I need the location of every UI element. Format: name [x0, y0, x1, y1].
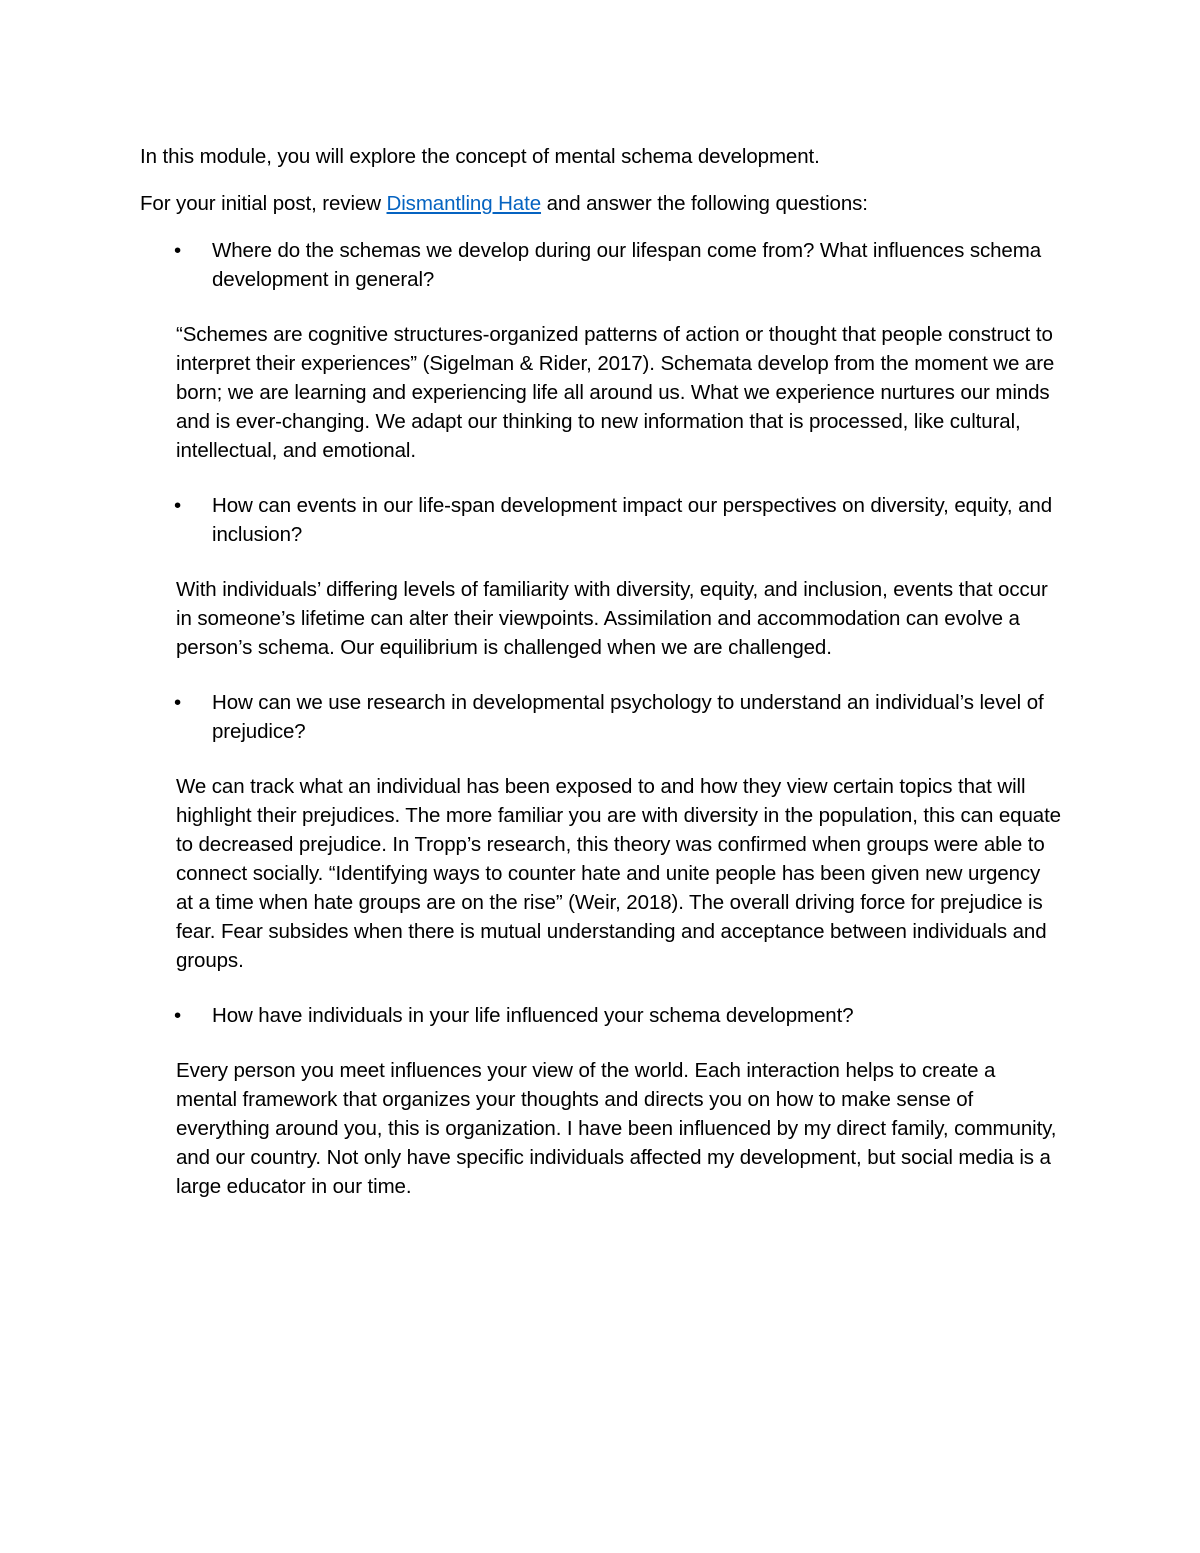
question-3 [140, 688, 1070, 746]
dismantling-hate-link[interactable]: Dismantling Hate [386, 192, 542, 215]
document-body [140, 142, 1070, 1227]
prompt-paragraph [140, 189, 1070, 218]
bullet-icon: • [174, 691, 182, 714]
prompt-text-after: and answer the following questions: [541, 192, 868, 215]
question-1-text: Where do the schemas we develop during our lifespan come from? What influences schema development in general? [212, 239, 1042, 291]
question-2-text: How can events in our life-span development impact our perspectives on diversity, equity, and inclusion? [212, 494, 1052, 546]
question-1 [140, 236, 1070, 294]
answer-2: With individuals’ differing levels of familiarity with diversity, equity, and inclusion, events that occur in someone’s lifetime can alter their viewpoints. Assimilation and accommodation can evolve a person’s schema. Our equilibrium is challenged when we are challenged. [176, 578, 1048, 659]
bullet-icon: • [174, 239, 182, 262]
bullet-icon: • [174, 494, 182, 517]
bullet-icon: • [174, 1004, 182, 1027]
prompt-text-before: For your initial post, review [140, 192, 387, 215]
answer-4: Every person you meet influences your view of the world. Each interaction helps to create a mental framework that organizes your thoughts and directs you on how to make sense of everything around you, this is organization. I have been influenced by my direct family, community, and our country. Not only have specific individuals affected my development, but social media is a large educator in our time. [176, 1059, 1057, 1198]
answer-3: We can track what an individual has been exposed to and how they view certain topics that will highlight their prejudices. The more familiar you are with diversity in the population, this can equate to decreased prejudice. In Tropp’s research, this theory was confirmed when groups were able to connect socially. “Identifying ways to counter hate and unite people has been given new urgency at a time when hate groups are on the rise” (Weir, 2018). The overall driving force for prejudice is fear. Fear subsides when there is mutual understanding and acceptance between individuals and groups. [176, 775, 1061, 972]
question-3-text: How can we use research in developmental psychology to understand an individual’s level of prejudice? [212, 691, 1044, 743]
question-4 [140, 1001, 1070, 1030]
question-2 [140, 491, 1070, 549]
question-4-text: How have individuals in your life influenced your schema development? [212, 1004, 854, 1027]
intro-paragraph: In this module, you will explore the concept of mental schema development. [140, 145, 820, 168]
answer-1: “Schemes are cognitive structures-organized patterns of action or thought that people construct to interpret their experiences” (Sigelman & Rider, 2017). Schemata develop from the moment we are born; we are learning and experiencing life all around us. What we experience nurtures our minds and is ever-changing. We adapt our thinking to new information that is processed, like cultural, intellectual, and emotional. [176, 323, 1055, 462]
